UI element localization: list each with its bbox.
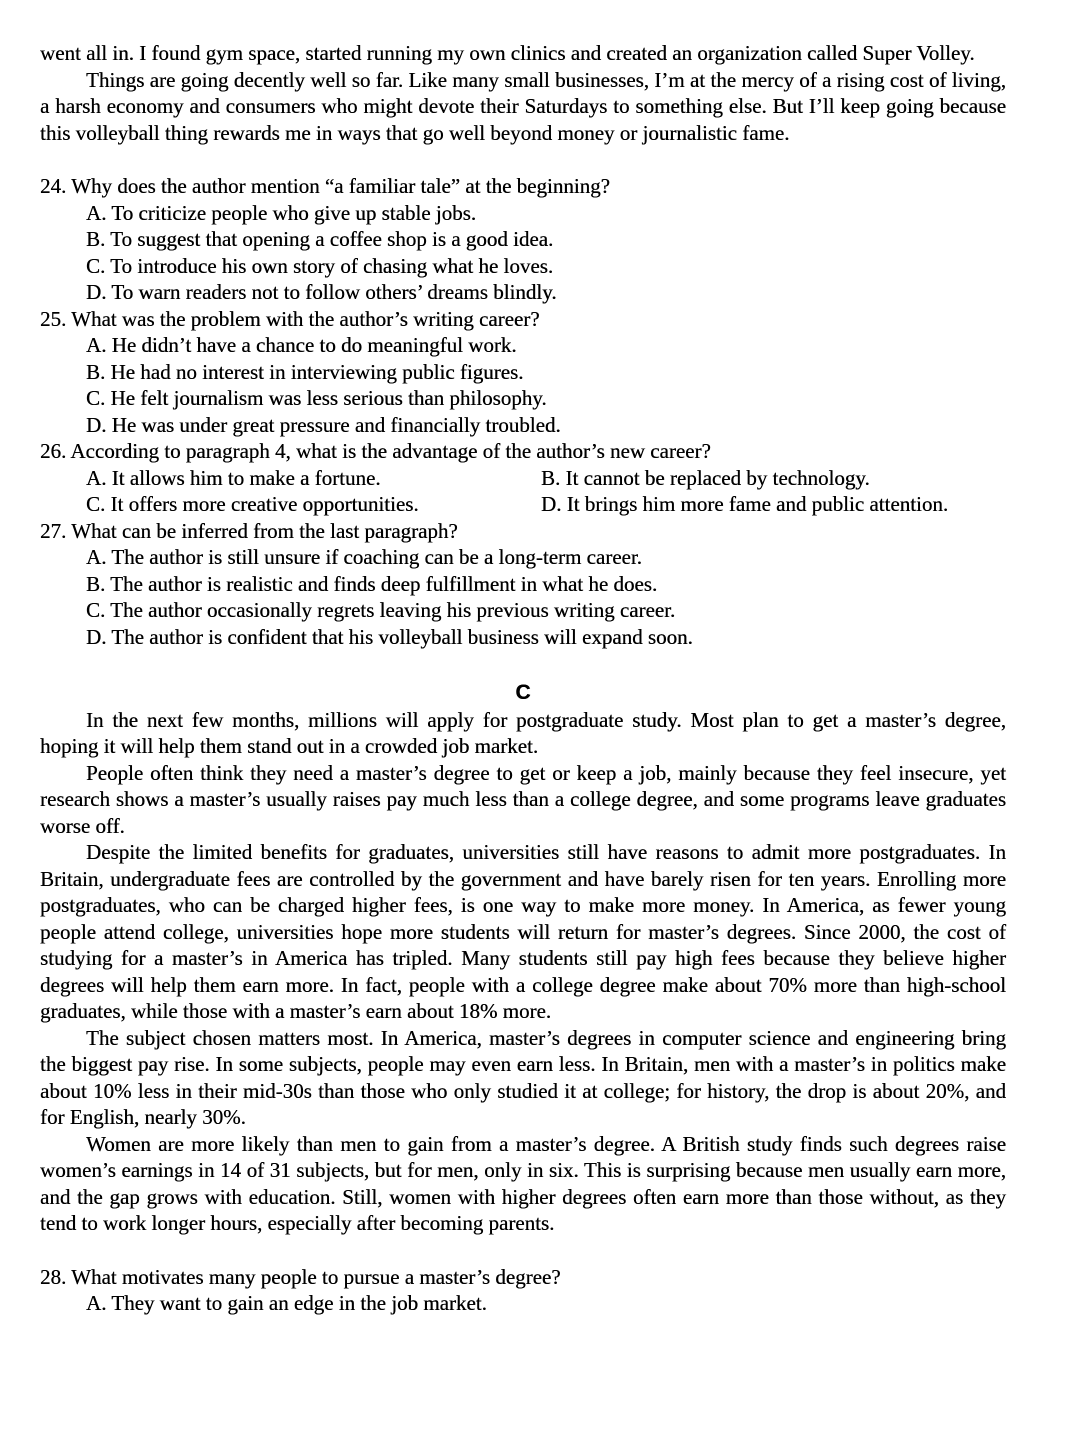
option-c: C. He felt journalism was less serious than philosophy. [86,386,547,410]
option-d: D. He was under great pressure and financially troubled. [86,412,561,437]
option-a: A. They want to gain an edge in the job market. [86,1291,487,1315]
passage-c-paragraph: In the next few months, millions will apply for postgraduate study. Most plan to get a master’s degree, hoping it will help them stand out in a crowded job market. [40,707,1006,758]
spacer [40,1237,1006,1264]
option-a: A. To criticize people who give up stable jobs. [86,200,477,225]
option-d: D. The author is confident that his volleyball business will expand soon. [86,624,693,649]
spacer [40,650,1006,676]
question-26 [40,438,1006,518]
option-c: C. To introduce his own story of chasing what he loves. [86,253,554,278]
option-d: D. To warn readers not to follow others’ dreams blindly. [86,280,557,304]
option-c: C. It offers more creative opportunities. [86,492,419,516]
question-28 [40,1264,1006,1317]
passage-c [40,707,1006,1237]
option-a: A. He didn’t have a chance to do meaningful work. [86,333,517,357]
question-25 [40,306,1006,439]
option-a: A. It allows him to make a fortune. [86,465,381,490]
question-stem: 27. What can be inferred from the last paragraph? [40,518,458,543]
question-27 [40,518,1006,651]
passage-c-paragraph: People often think they need a master’s degree to get or keep a job, mainly because they feel insecure, yet research shows a master’s usually raises pay much less than a college degree, and some programs leave graduates worse off. [40,760,1006,838]
option-b: B. He had no interest in interviewing public figures. [86,359,524,384]
question-stem: 26. According to paragraph 4, what is the advantage of the author’s new career? [40,439,711,463]
passage-c-paragraph: The subject chosen matters most. In America, master’s degrees in computer science and engineering bring the biggest pay rise. In some subjects, people may even earn less. In Britain, men with a master’s in politics make about 10% less in their mid-30s than those who only studied it at college; for history, the drop is about 20%, and for English, nearly 30%. [40,1025,1006,1129]
question-24 [40,173,1006,306]
section-title: C [515,681,531,704]
option-row [40,465,1006,492]
question-stem: 28. What motivates many people to pursue a master’s degree? [40,1264,561,1289]
spacer [40,146,1006,173]
option-b: B. To suggest that opening a coffee shop is a good idea. [86,227,554,251]
option-row [40,491,1006,518]
option-a: A. The author is still unsure if coaching can be a long-term career. [86,545,642,569]
option-d: D. It brings him more fame and public attention. [541,492,949,516]
question-stem: 25. What was the problem with the author’s writing career? [40,306,540,331]
passage-b-paragraph: Things are going decently well so far. Like many small businesses, I’m at the mercy of a rising cost of living, a harsh economy and consumers who might devote their Saturdays to something else. But I’ll keep going because this volleyball thing rewards me in ways that go well beyond money or journalistic fame. [40,67,1006,145]
passage-b-paragraph: went all in. I found gym space, started running my own clinics and created an organization called Super Volley. [40,41,975,65]
passage-c-paragraph: Women are more likely than men to gain from a master’s degree. A British study finds such degrees raise women’s earnings in 14 of 31 subjects, but for men, only in six. This is surprising because men usually earn more, and the gap grows with education. Still, women with higher degrees often earn more than those without, as they tend to work longer hours, especially after becoming parents. [40,1131,1006,1235]
question-stem: 24. Why does the author mention “a familiar tale” at the beginning? [40,174,610,198]
option-c: C. The author occasionally regrets leaving his previous writing career. [86,598,676,622]
passage-c-paragraph: Despite the limited benefits for graduates, universities still have reasons to admit more postgraduates. In Britain, undergraduate fees are controlled by the government and have barely risen for ten years. Enrolling more postgraduates, who can be charged higher fees, is one way to make more money. In America, as fewer young people attend college, universities hope more students will return for master’s degrees. Since 2000, the cost of studying for a master’s in America has tripled. Many students still pay high fees because they believe higher degrees will help them earn more. In fact, people with a college degree make about 70% more than high-school graduates, while those with a master’s earn about 18% more. [40,840,1006,1023]
option-b: B. It cannot be replaced by technology. [541,465,870,490]
option-b: B. The author is realistic and finds deep fulfillment in what he does. [86,571,658,596]
